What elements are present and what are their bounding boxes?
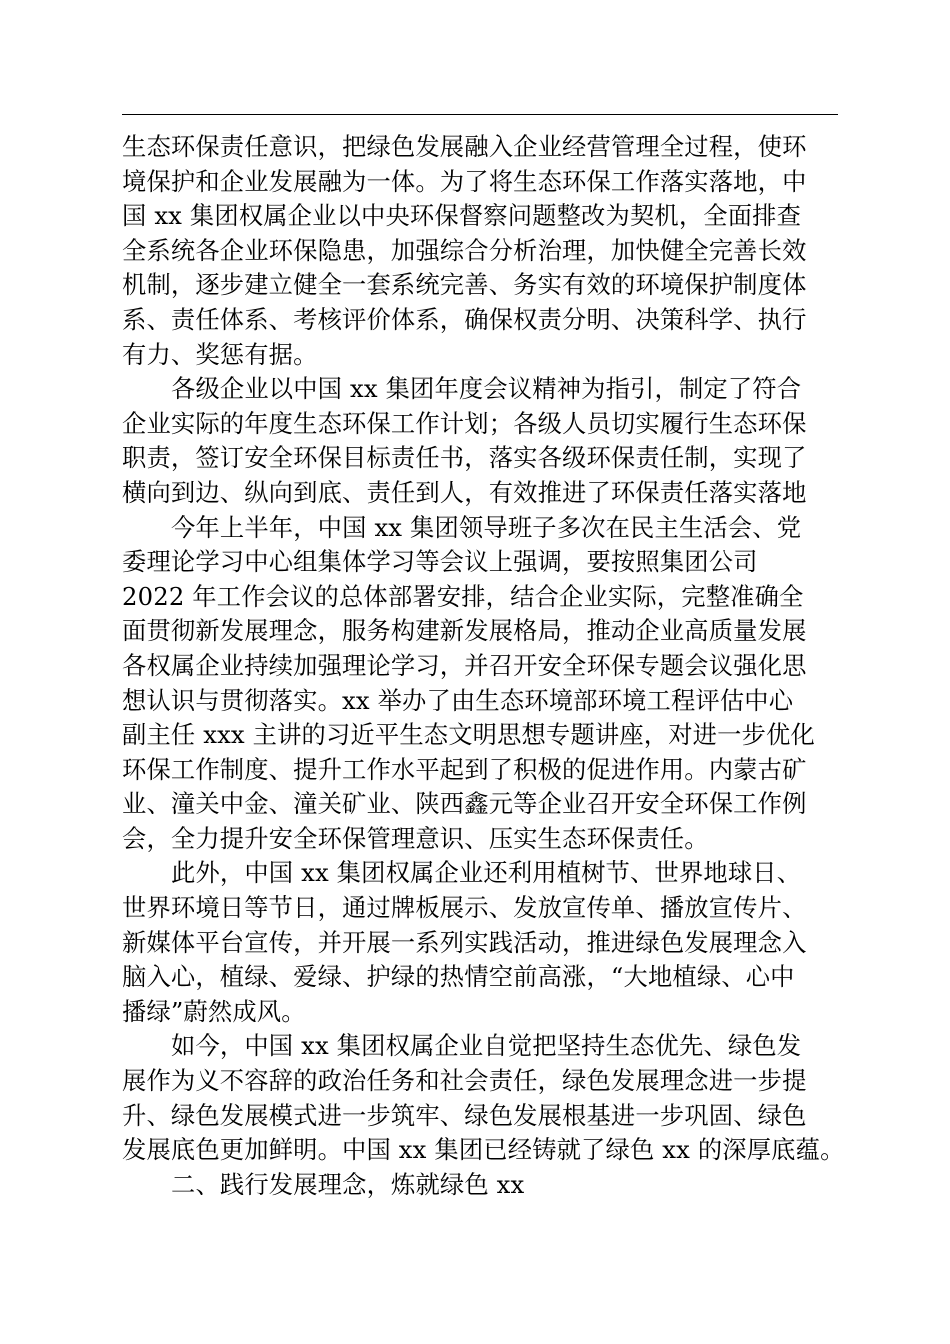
text-line: 境保护和企业发展融为一体。为了将生态环保工作落实落地，中 <box>122 166 807 196</box>
text-line: 世界环境日等节日，通过牌板展示、发放宣传单、播放宣传片、 <box>122 893 807 923</box>
section-heading: 二、践行发展理念，炼就绿色 xx <box>171 1169 525 1199</box>
text-line: 委理论学习中心组集体学习等会议上强调，要按照集团公司 <box>122 547 758 577</box>
header-rule <box>122 114 838 115</box>
text-line: 生态环保责任意识，把绿色发展融入企业经营管理全过程，使环 <box>122 132 807 161</box>
text-line: 升、绿色发展模式进一步筑牢、绿色发展根基进一步巩固、绿色 <box>122 1100 807 1130</box>
paragraph-first-line: 今年上半年，中国 xx 集团领导班子多次在民主生活会、党 <box>171 512 802 542</box>
text-line: 想认识与贯彻落实。xx 举办了由生态环境部环境工程评估中心 <box>122 685 794 715</box>
text-line: 有力、奖惩有据。 <box>122 339 318 369</box>
text-line: 脑入心，植绿、爱绿、护绿的热情空前高涨，“大地植绿、心中 <box>122 962 795 992</box>
text-line: 机制，逐步建立健全一套系统完善、务实有效的环境保护制度体 <box>122 270 807 300</box>
text-line: 发展底色更加鲜明。中国 xx 集团已经铸就了绿色 xx 的深厚底蕴。 <box>122 1135 845 1165</box>
text-line: 播绿”蔚然成风。 <box>122 996 306 1026</box>
text-line: 会，全力提升安全环保管理意识、压实生态环保责任。 <box>122 823 709 853</box>
text-line: 新媒体平台宣传，并开展一系列实践活动，推进绿色发展理念入 <box>122 927 807 957</box>
text-line: 副主任 xxx 主讲的习近平生态文明思想专题讲座，对进一步优化 <box>122 720 815 750</box>
text-line: 全系统各企业环保隐患，加强综合分析治理，加快健全完善长效 <box>122 235 807 265</box>
text-line: 各权属企业持续加强理论学习，并召开安全环保专题会议强化思 <box>122 650 807 680</box>
text-line: 展作为义不容辞的政治任务和社会责任，绿色发展理念进一步提 <box>122 1066 807 1096</box>
text-line: 面贯彻新发展理念，服务构建新发展格局，推动企业高质量发展 <box>122 616 807 646</box>
text-line: 企业实际的年度生态环保工作计划；各级人员切实履行生态环保 <box>122 408 807 438</box>
text-line: 国 xx 集团权属企业以中央环保督察问题整改为契机，全面排查 <box>122 201 802 231</box>
text-line: 2022 年工作会议的总体部署安排，结合企业实际，完整准确全 <box>122 581 804 611</box>
text-line: 环保工作制度、提升工作水平起到了积极的促进作用。内蒙古矿 <box>122 754 807 784</box>
paragraph-first-line: 如今，中国 xx 集团权属企业自觉把坚持生态优先、绿色发 <box>171 1031 802 1061</box>
body-text <box>122 130 845 1202</box>
text-line: 职责，签订安全环保目标责任书，落实各级环保责任制，实现了 <box>122 443 807 473</box>
text-line: 横向到边、纵向到底、责任到人，有效推进了环保责任落实落地 <box>122 477 807 507</box>
text-line: 业、潼关中金、潼关矿业、陕西鑫元等企业召开安全环保工作例 <box>122 789 807 819</box>
paragraph-first-line: 此外，中国 xx 集团权属企业还利用植树节、世界地球日、 <box>171 858 802 888</box>
paragraph-first-line: 各级企业以中国 xx 集团年度会议精神为指引，制定了符合 <box>171 374 802 404</box>
text-line: 系、责任体系、考核评价体系，确保权责分明、决策科学、执行 <box>122 304 807 334</box>
